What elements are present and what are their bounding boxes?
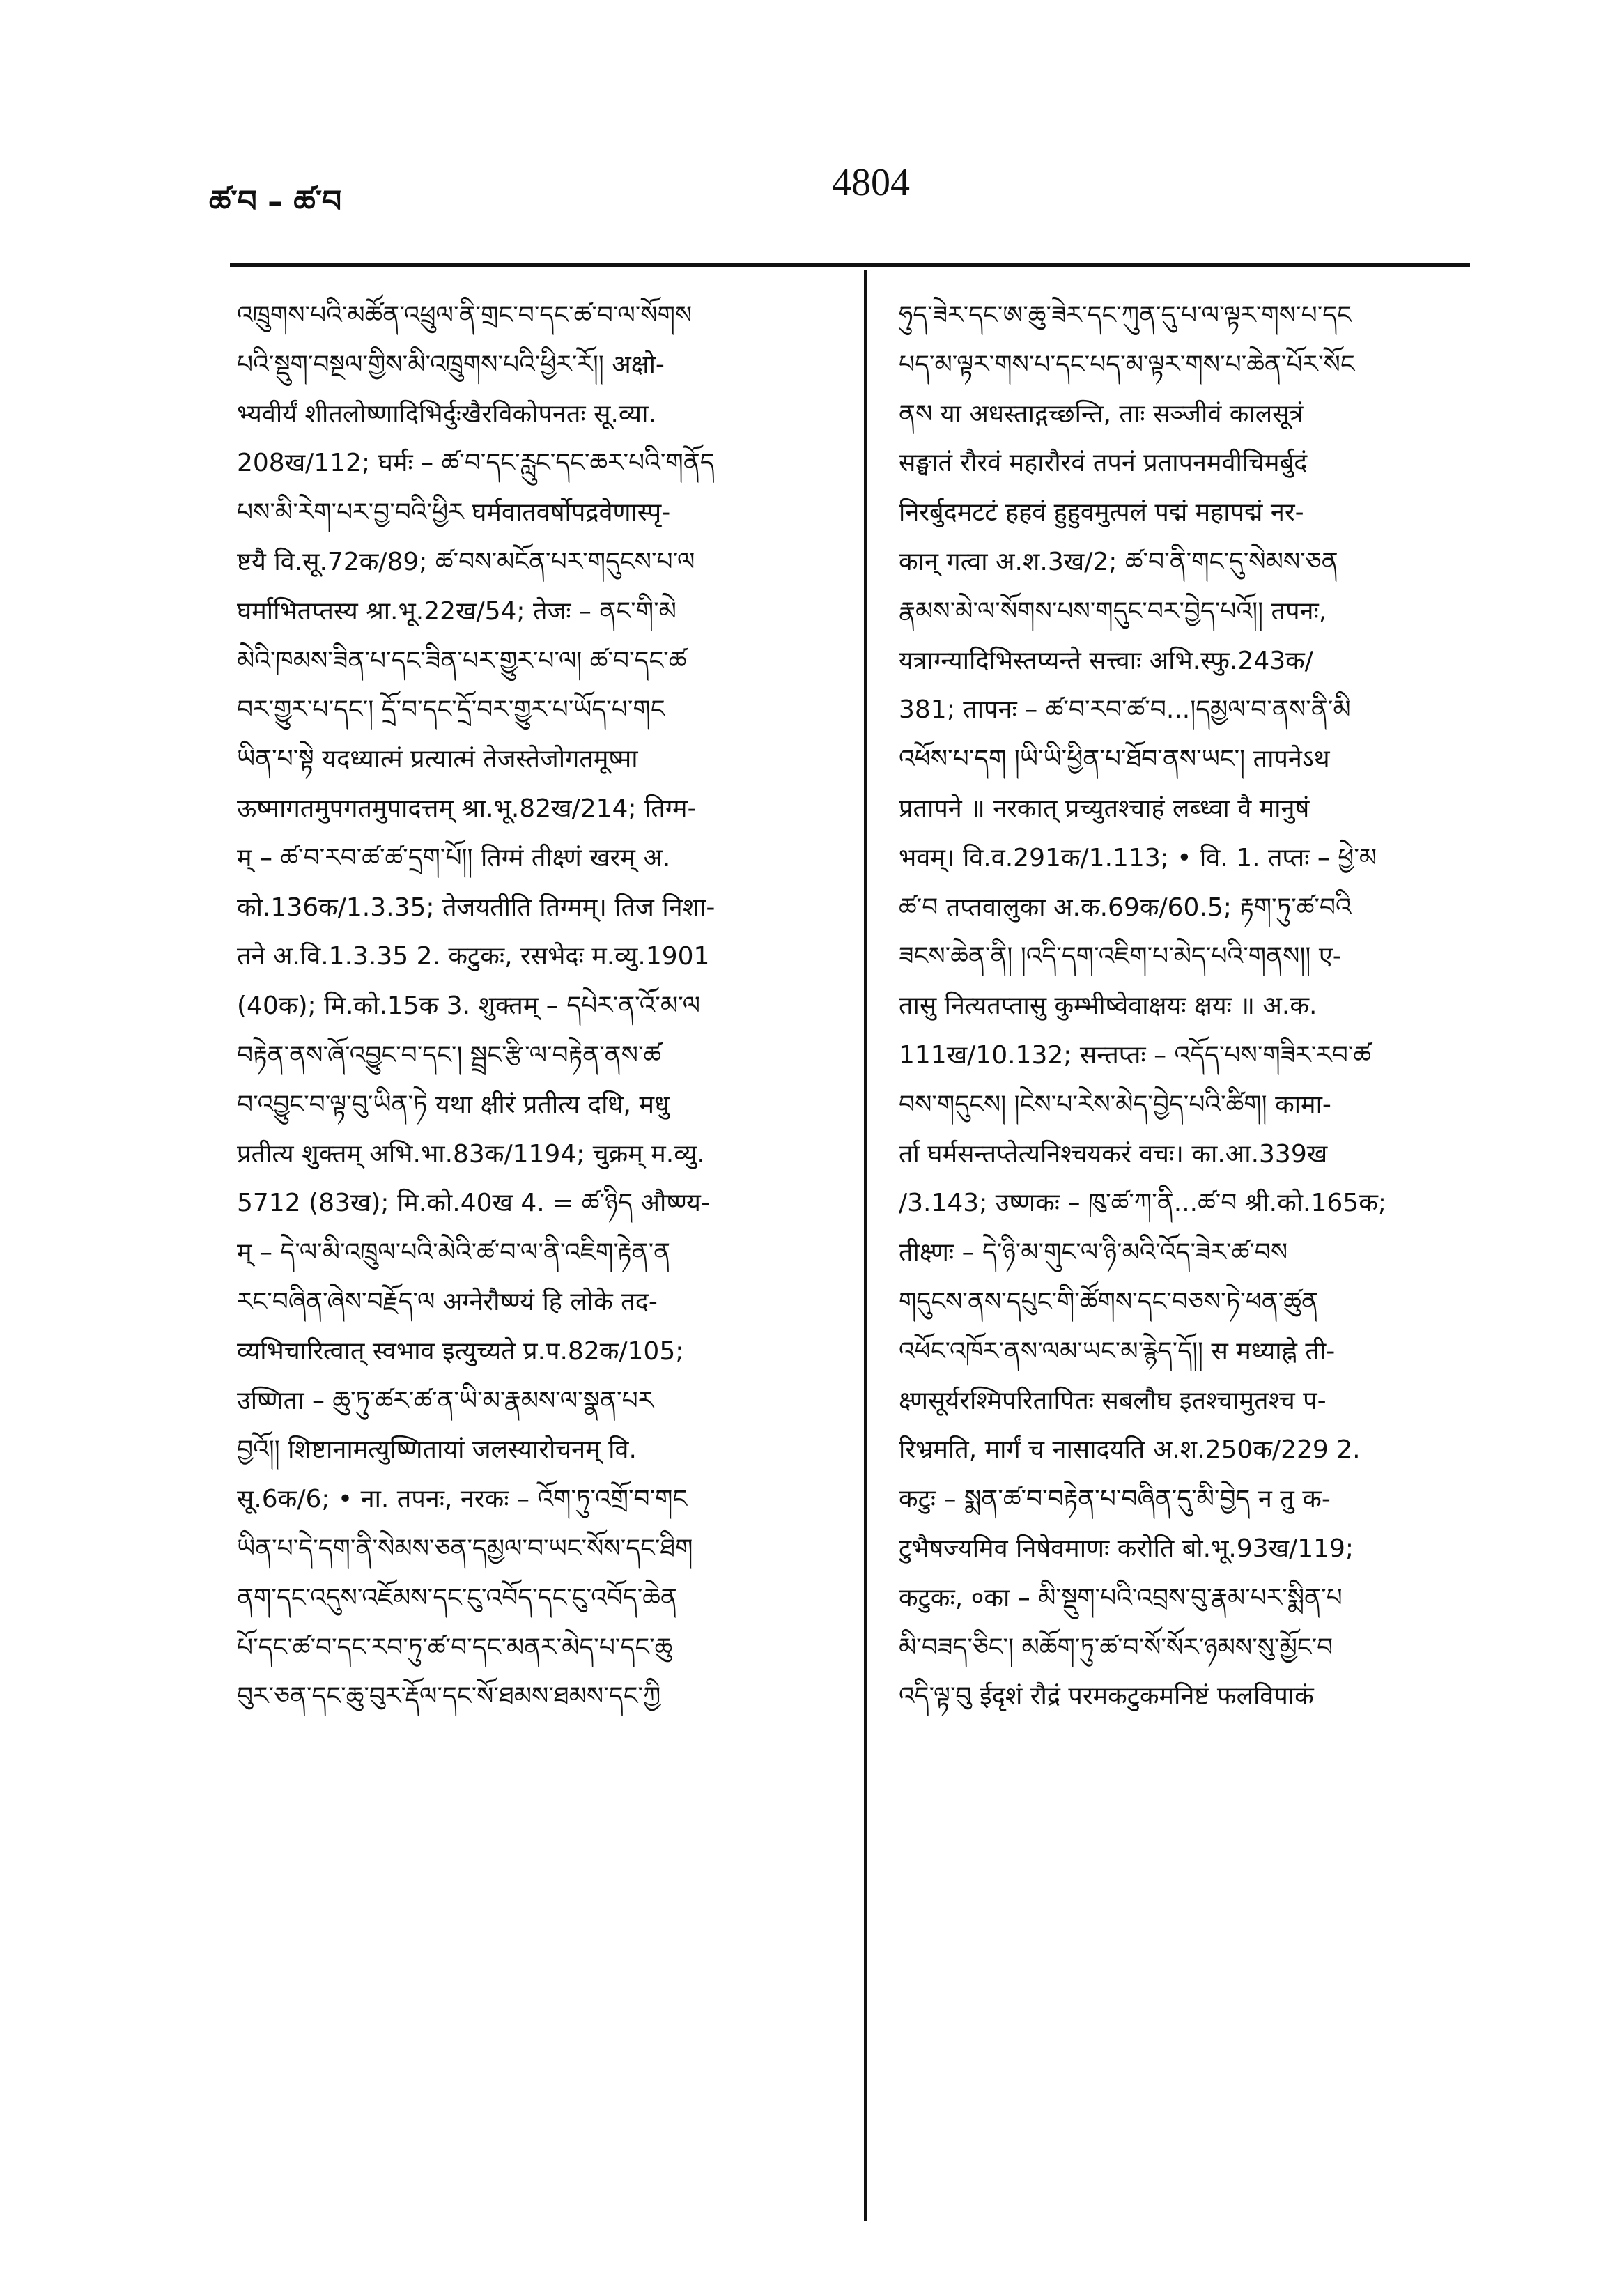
text-line: 208ख/112; घर्मः – ཚ་བ་དང་རླུང་དང་ཆར་པའི་གནོད [237,449,715,478]
text-line: टुभैषज्यमिव निषेवमाणः करोति बो.भू.93ख/119; [899,1534,1354,1563]
text-line: 381; तापनः – ཚ་བ་རབ་ཚ་བ...།དམྱལ་བ་ནས་ནི་མི [899,695,1351,725]
text-line: भवम्। वि.व.291क/1.113; • वि. 1. तप्तः – ཕྱེ་མ [899,843,1377,872]
text-line: བས་གདུངས། །ངེས་པ་རེས་མེད་བྱེད་པའི་ཚིག། कामा- [899,1090,1331,1119]
text-line: कटुः – སྨན་ཚ་བ་བརྟེན་པ་བཞིན་དུ་མི་བྱེད न तु क- [899,1485,1331,1514]
text-line: म् – དེ་ལ་མི་འཁྲུལ་པའི་མེའི་ཚ་བ་ལ་ནི་འཇིག་རྟེན་ན [237,1238,671,1267]
text-line: བ་འབྱུང་བ་ལྟ་བུ་ཡིན་ཏེ यथा क्षीरं प्रतीत्य दधि, मधु [237,1090,670,1119]
text-line: ཡིན་པ་དེ་དག་ནི་སེམས་ཅན་དམྱལ་བ་ཡང་སོས་དང་ཐིག [237,1534,693,1563]
text-line: གདུངས་ནས་དཔུང་གི་ཚོགས་དང་བཅས་ཏེ་ཕན་ཚུན [899,1287,1318,1316]
text-line: तासु नित्यतप्तासु कुम्भीष्वेवाक्षयः क्षयः ॥ अ.क. [899,992,1317,1021]
text-line: པོ་དང་ཚ་བ་དང་རབ་ཏུ་ཚ་བ་དང་མནར་མེད་པ་དང་ཆུ [237,1633,673,1662]
text-line: མི་བཟད་ཅིང་། མཆོག་ཏུ་ཚ་བ་སོ་སོར་ཉམས་སུ་མྱོང་བ [899,1633,1333,1662]
header-rule [230,263,1470,267]
text-line: འཕོང་འཁོར་ནས་ལམ་ཡང་མ་རྙེད་དོ།། स मध्याह्ने ती- [899,1336,1336,1366]
running-head: ཚ་བ – ཚ་བ [209,184,342,219]
text-line: པའི་སྡུག་བསྔལ་གྱིས་མི་འཁྲུགས་པའི་ཕྱིར་རོ།། अक्षो- [237,350,665,379]
text-line: རང་བཞིན་ཞེས་བརྗོད་ལ अग्नेरौष्ण्यं हि लोके तद- [237,1287,658,1316]
text-line: सङ्घातं रौरवं महारौरवं तपनं प्रतापनमवीचिमर्बुदं [899,449,1308,478]
text-line: རྣམས་མེ་ལ་སོགས་པས་གདུང་བར་བྱེད་པའོ།། तपनः, [899,596,1327,626]
text-line: को.136क/1.3.35; तेजयतीति तिग्मम्। तिज निशा- [237,893,716,922]
text-line: सू.6क/6; • ना. तपनः, नरकः – འོག་ཏུ་འགྲོ་བ་གང [237,1485,688,1514]
column-divider [864,270,867,2221]
text-line: भ्यवीर्यं शीतलोष्णादिभिर्दुःखैरविकोपनतः सू.व्या. [237,399,656,429]
text-line: घर्माभितप्तस्य श्रा.भू.22ख/54; तेजः – ནང་གི་མེ [237,596,676,626]
text-line: ཚ་བ तप्तवालुका अ.क.69क/60.5; རྟག་ཏུ་ཚ་བའི [899,893,1352,922]
text-line: व्यभिचारित्वात् स्वभाव इत्युच्यते प्र.प.82क/105; [237,1336,684,1366]
text-line: निरर्बुदमटटं हहवं हुहुवमुत्पलं पद्मं महापद्मं नर- [899,498,1304,527]
text-line: 111ख/10.132; सन्तप्तः – འདོད་པས་གཟིར་རབ་ཚ [899,1040,1371,1070]
right-column [899,291,1498,2263]
text-line: प्रतापने ॥ नरकात् प्रच्युतश्चाहं लब्ध्वा वै मानुषं [899,794,1310,823]
text-line: कान् गत्वा अ.श.3ख/2; ཚ་བ་ནི་གང་དུ་སེམས་ཅན [899,547,1338,576]
text-line: (40क); मि.को.15क 3. शुक्तम् – དཔེར་ན་འོ་མ་ལ [237,992,701,1021]
text-line: བར་གྱུར་པ་དང་། དྲོ་བ་དང་དྲོ་བར་གྱུར་པ་ཡོད་པ་གང [237,695,665,725]
text-line: उष्णिता – ཆུ་ཏུ་ཚར་ཚ་ན་ཡི་མ་རྣམས་ལ་སྣན་པར [237,1386,654,1415]
text-line: रिभ्रमति, मार्गं च नासादयति अ.श.250क/229 2. [899,1435,1361,1465]
text-line: པས་མི་རེག་པར་བྱ་བའི་ཕྱིར घर्मवातवर्षोपद्रवेणास्पृ- [237,498,671,527]
text-line: ཟངས་ཆེན་ནི། །འདི་དག་འཇིག་པ་མེད་པའི་གནས།། ए- [899,942,1342,971]
text-line: क्ष्णसूर्यरश्मिपरितापितः सबलौघ इतश्चामुतश्च प- [899,1386,1327,1415]
text-line: ནས या अधस्ताद्गच्छन्ति, ताः सञ्जीवं कालसूत्रं [899,399,1304,429]
text-line: ष्टयै वि.सू.72क/89; ཚ་བས་མངོན་པར་གདུངས་པ་ལ [237,547,695,576]
text-line: ནག་དང་འདུས་འཇོམས་དང་ངུ་འབོད་དང་ངུ་འབོད་ཆེན [237,1583,677,1612]
text-line: འདི་ལྟ་བུ ईदृशं रौद्रं परमकटुकमनिष्टं फलविपाकं [899,1682,1314,1711]
text-line: མེའི་ཁམས་ཟིན་པ་དང་ཟིན་པར་གྱུར་པ་ལ། ཚ་བ་དང་ཚ [237,646,687,675]
text-line: བརྟེན་ནས་ཞོ་འབྱུང་བ་དང་། སྦྲང་རྩི་ལ་བརྟེན་ནས་ཚ [237,1040,662,1070]
text-line: तने अ.वि.1.3.35 2. कटुकः, रसभेदः म.व्यु.1901 [237,942,710,971]
text-line: कटुकः, ०का – མི་སྡུག་པའི་འབྲས་བུ་རྣམ་པར་སྨིན་པ [899,1583,1343,1612]
text-line: འཁྲུགས་པའི་མཚོན་འཕྲུལ་ནི་གྲང་བ་དང་ཚ་བ་ལ་སོགས [237,301,693,330]
text-line: འཕོས་པ་དག །ཡི་ཡི་ཕྱིན་པ་ཐོབ་ནས་ཡང་། तापनेऽथ [899,745,1330,774]
text-line: པད་མ་ལྟར་གས་པ་དང་པད་མ་ལྟར་གས་པ་ཆེན་པོར་སོང [899,350,1355,379]
text-line: ऊष्मागतमुपगतमुपादत्तम् श्रा.भू.82ख/214; तिग्म- [237,794,697,823]
text-line: /3.143; उष्णकः – ཁུ་ཚ་ཀ་ནི...ཚ་བ श्री.को.165क; [899,1189,1386,1218]
page-number: 4804 [832,161,910,204]
text-line: प्रतीत्य शुक्तम् अभि.भा.83क/1194; चुक्रम् म.व्यु. [237,1139,705,1169]
text-line: བུར་ཅན་དང་ཆུ་བུར་རྡོལ་དང་སོ་ཐམས་ཐམས་དང་ཀྱི [237,1682,661,1711]
text-line: བྱའོ།། शिष्टानामत्युष्णितायां जलस्यारोचनम् वि. [237,1435,637,1465]
text-line: तीक्ष्णः – དེ་ཉི་མ་གུང་ལ་ཉི་མའི་འོད་ཟེར་ཚ་བས [899,1238,1288,1267]
text-line: र्ता घर्मसन्तप्तेत्यनिश्चयकरं वचः। का.आ.339ख [899,1139,1328,1169]
text-line: म् – ཚ་བ་རབ་ཚ་ཚ་དྲག་པོ།། तिग्मं तीक्ष्णं खरम् अ. [237,843,671,872]
text-line: ཡིན་པ་སྟེ यदध्यात्मं प्रत्यात्मं तेजस्तेजोगतमूष्मा [237,745,638,774]
text-line: ཧུད་ཟེར་དང་ཨ་ཆུ་ཟེར་དང་ཀུན་དུ་པ་ལ་ལྟར་གས་པ་དང [899,301,1352,330]
text-line: यत्राग्न्यादिभिस्तप्यन्ते सत्त्वाः अभि.स्फु.243क/ [899,646,1313,675]
left-column [237,291,836,2263]
text-line: 5712 (83ख); मि.को.40ख 4. = ཚ་ཉིད औष्ण्य- [237,1189,710,1218]
